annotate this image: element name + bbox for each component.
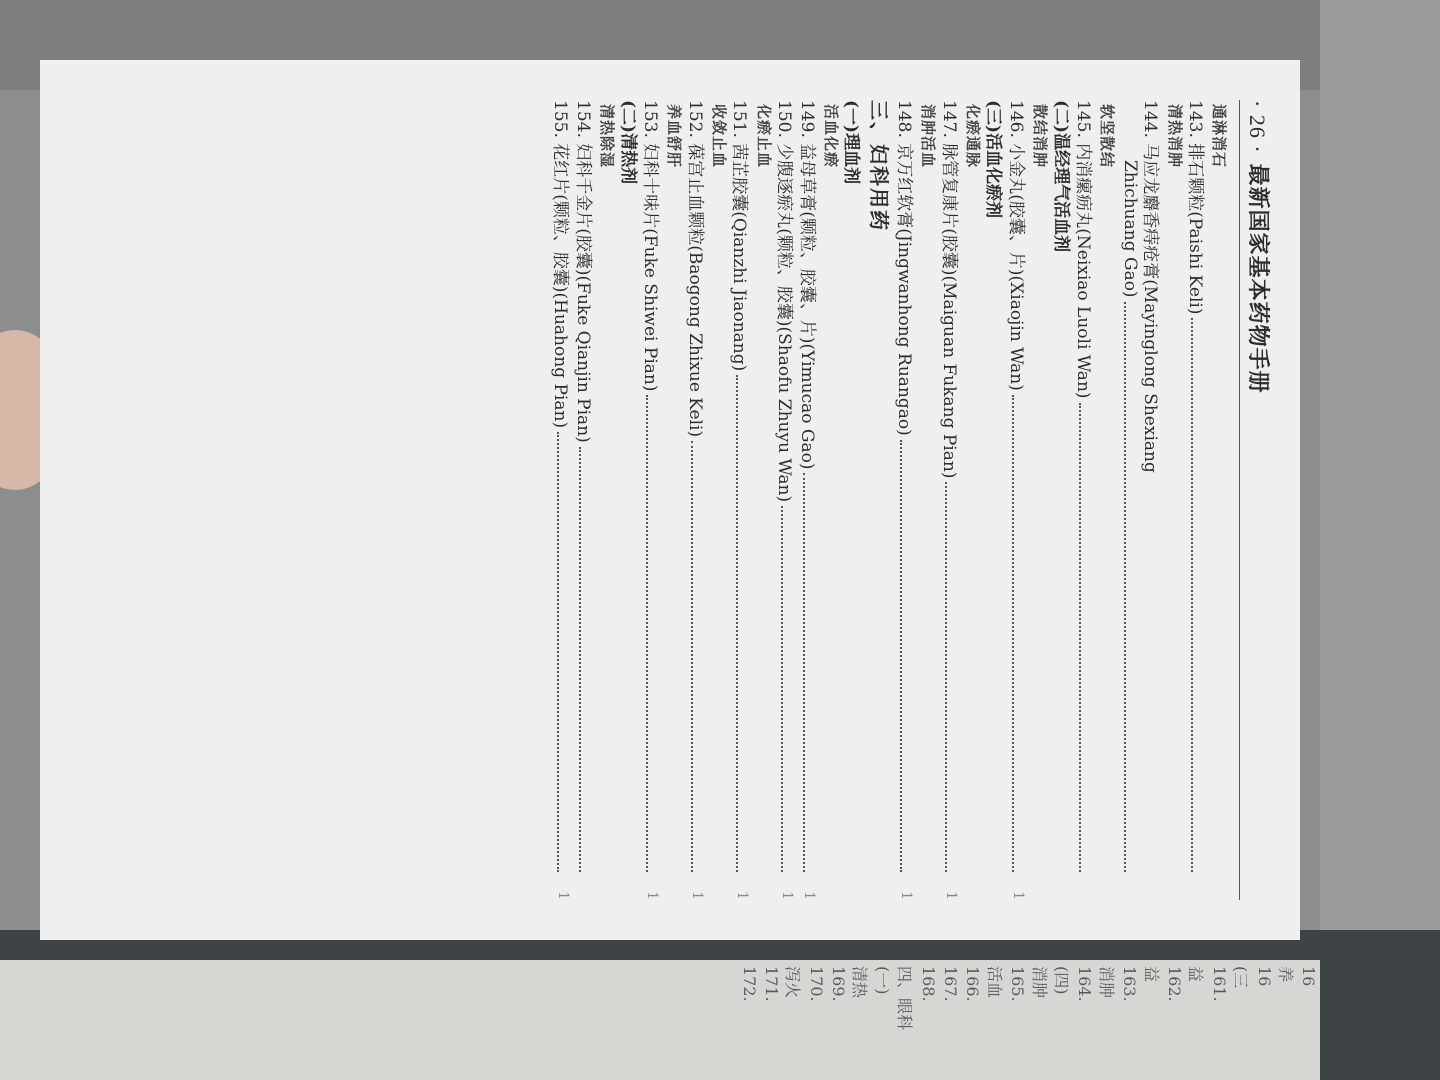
next-page-fragment: 益 — [1141, 966, 1161, 983]
toc-entry — [798, 100, 820, 900]
dot-leader — [691, 441, 703, 872]
toc-page-number: 1 — [943, 891, 960, 900]
next-page-fragment: 161. — [1209, 966, 1229, 1002]
dot-leader — [579, 447, 591, 872]
toc-entry — [940, 100, 962, 900]
toc-entry-label: 149. 益母草膏(颗粒、胶囊、片)(Yimucao Gao) — [796, 100, 817, 470]
toc-section-heading: 三、妇科用药 — [866, 100, 891, 232]
toc-entry-label: 147. 脉管复康片(胶囊)(Maiguan Fukang Pian) — [938, 100, 959, 479]
dot-leader — [1012, 395, 1024, 872]
next-page-fragment: 四、眼科 — [895, 966, 915, 1031]
toc-category-heading: (三)活血化瘀剂 — [983, 100, 1004, 219]
toc-entry-label: 152. 葆宫止血颗粒(Baogong Zhixue Keli) — [684, 100, 705, 438]
background-right — [1320, 0, 1440, 1080]
book-page — [40, 60, 1300, 940]
toc-page-number: 1 — [1010, 891, 1027, 900]
toc-entry-label: 146. 小金丸(胶囊、片)(Xiaojin Wan) — [1005, 100, 1026, 391]
book-page-content — [40, 60, 1300, 940]
next-page-fragment: 172. — [739, 966, 759, 1002]
toc-entry-label: 143. 排石颗粒(Paishi Keli) — [1184, 100, 1205, 315]
toc-function-heading: 清热消肿 — [1165, 104, 1184, 169]
next-page-fragment: 清热 — [850, 966, 870, 999]
toc-page-number: 1 — [554, 891, 571, 900]
toc-entry — [1141, 100, 1163, 900]
toc-function-heading: 散结消肿 — [1031, 104, 1050, 169]
next-page-fragment: 164. — [1075, 966, 1095, 1002]
toc-category-heading: (二)温经理气活血剂 — [1050, 100, 1071, 253]
toc-entry — [1119, 100, 1141, 900]
next-page-fragment: 活血 — [984, 966, 1004, 999]
toc-category-heading: (二)清热剂 — [617, 100, 638, 185]
toc-function-heading: 清热除湿 — [598, 104, 617, 169]
toc-entry — [776, 100, 798, 900]
toc-entry — [1186, 100, 1208, 900]
dot-leader — [1191, 318, 1203, 872]
toc-function-heading: 养血舒肝 — [665, 104, 684, 169]
next-page-fragment: 泻火 — [783, 966, 803, 999]
dot-leader — [1079, 403, 1091, 872]
toc-entry-label: 144. 马应龙麝香痔疮膏(Mayinglong Shexiang — [1140, 100, 1161, 473]
toc-page-number: 1 — [801, 891, 818, 900]
next-page-fragment: (一) — [872, 966, 892, 995]
page-number: · 26 · — [1245, 100, 1270, 154]
toc-page-number: 1 — [689, 891, 706, 900]
next-page — [0, 960, 1320, 1080]
page-header — [1239, 100, 1292, 900]
next-page-content — [0, 960, 1320, 1080]
toc-page-number: 1 — [644, 891, 661, 900]
next-page-fragment: 171. — [761, 966, 781, 1002]
next-page-fragment: 16 — [1299, 966, 1319, 987]
toc-page-number: 1 — [778, 891, 795, 900]
next-page-fragment: 162. — [1164, 966, 1184, 1002]
toc-function-heading: 消肿活血 — [919, 104, 938, 169]
toc-entry-label: 151. 茜芷胶囊(Qianzhi Jiaonang) — [729, 100, 750, 372]
dot-leader — [945, 482, 957, 872]
next-page-fragment: 169. — [829, 966, 849, 1002]
next-page-fragment: 167. — [941, 966, 961, 1002]
next-page-fragment: 168. — [918, 966, 938, 1002]
book-title: 最新国家基本药物手册 — [1245, 163, 1271, 394]
next-page-fragment: 170. — [806, 966, 826, 1002]
toc-entry-label: 155. 花红片(颗粒、胶囊)(Huahong Pian) — [550, 100, 571, 429]
dot-leader — [736, 375, 748, 872]
next-page-fragment: (三 — [1231, 966, 1251, 989]
toc-page-number: 1 — [898, 891, 915, 900]
next-page-fragment: 165. — [1008, 966, 1028, 1002]
dot-leader — [1124, 302, 1136, 872]
toc-entry — [1074, 100, 1096, 900]
next-page-fragment: (四) — [1052, 966, 1071, 995]
dot-leader — [803, 473, 815, 872]
toc-entry-label: 150. 少腹逐瘀丸(颗粒、胶囊)(Shaofu Zhuyu Wan) — [774, 100, 795, 503]
toc-category-heading: (一)理血剂 — [841, 100, 862, 185]
toc-entry — [1007, 100, 1029, 900]
toc-entry-label: 148. 京万红软膏(Jingwanhong Ruangao) — [893, 100, 914, 436]
toc-function-heading: 通淋消石 — [1210, 104, 1229, 169]
toc-entry — [574, 100, 596, 900]
next-page-fragment: 消肿 — [1029, 966, 1049, 999]
toc-entry — [686, 100, 708, 900]
toc-entry — [895, 100, 917, 900]
table-of-contents — [552, 100, 1231, 900]
dot-leader — [900, 440, 912, 872]
toc-entry-label: Zhichuang Gao) — [1120, 160, 1141, 298]
toc-entry-label: 153. 妇科十味片(Fuke Shiwei Pian) — [639, 100, 660, 392]
toc-function-heading: 化瘀通脉 — [964, 104, 983, 169]
next-page-fragment: 养 — [1275, 966, 1295, 983]
next-page-fragment: 166. — [963, 966, 983, 1002]
toc-function-heading: 软坚散结 — [1098, 104, 1117, 169]
dot-leader — [557, 432, 569, 872]
next-page-fragment: 消肿 — [1096, 966, 1116, 999]
toc-entry — [552, 100, 574, 900]
dot-leader — [646, 395, 658, 872]
next-page-fragment: 16 — [1254, 966, 1274, 987]
toc-entry — [641, 100, 663, 900]
toc-function-heading: 收敛止血 — [710, 104, 729, 169]
toc-entry — [731, 100, 753, 900]
toc-entry-label: 154. 妇科千金片(胶囊)(Fuke Qianjin Pian) — [572, 100, 593, 443]
toc-entry-label: 145. 内消瘰疬丸(Neixiao Luoli Wan) — [1072, 100, 1093, 399]
toc-function-heading: 化瘀止血 — [754, 104, 773, 169]
next-page-fragment: 益 — [1186, 966, 1206, 983]
dot-leader — [781, 506, 793, 872]
next-page-fragment: 163. — [1120, 966, 1140, 1002]
toc-function-heading: 活血化瘀 — [822, 104, 841, 169]
toc-page-number: 1 — [734, 891, 750, 900]
